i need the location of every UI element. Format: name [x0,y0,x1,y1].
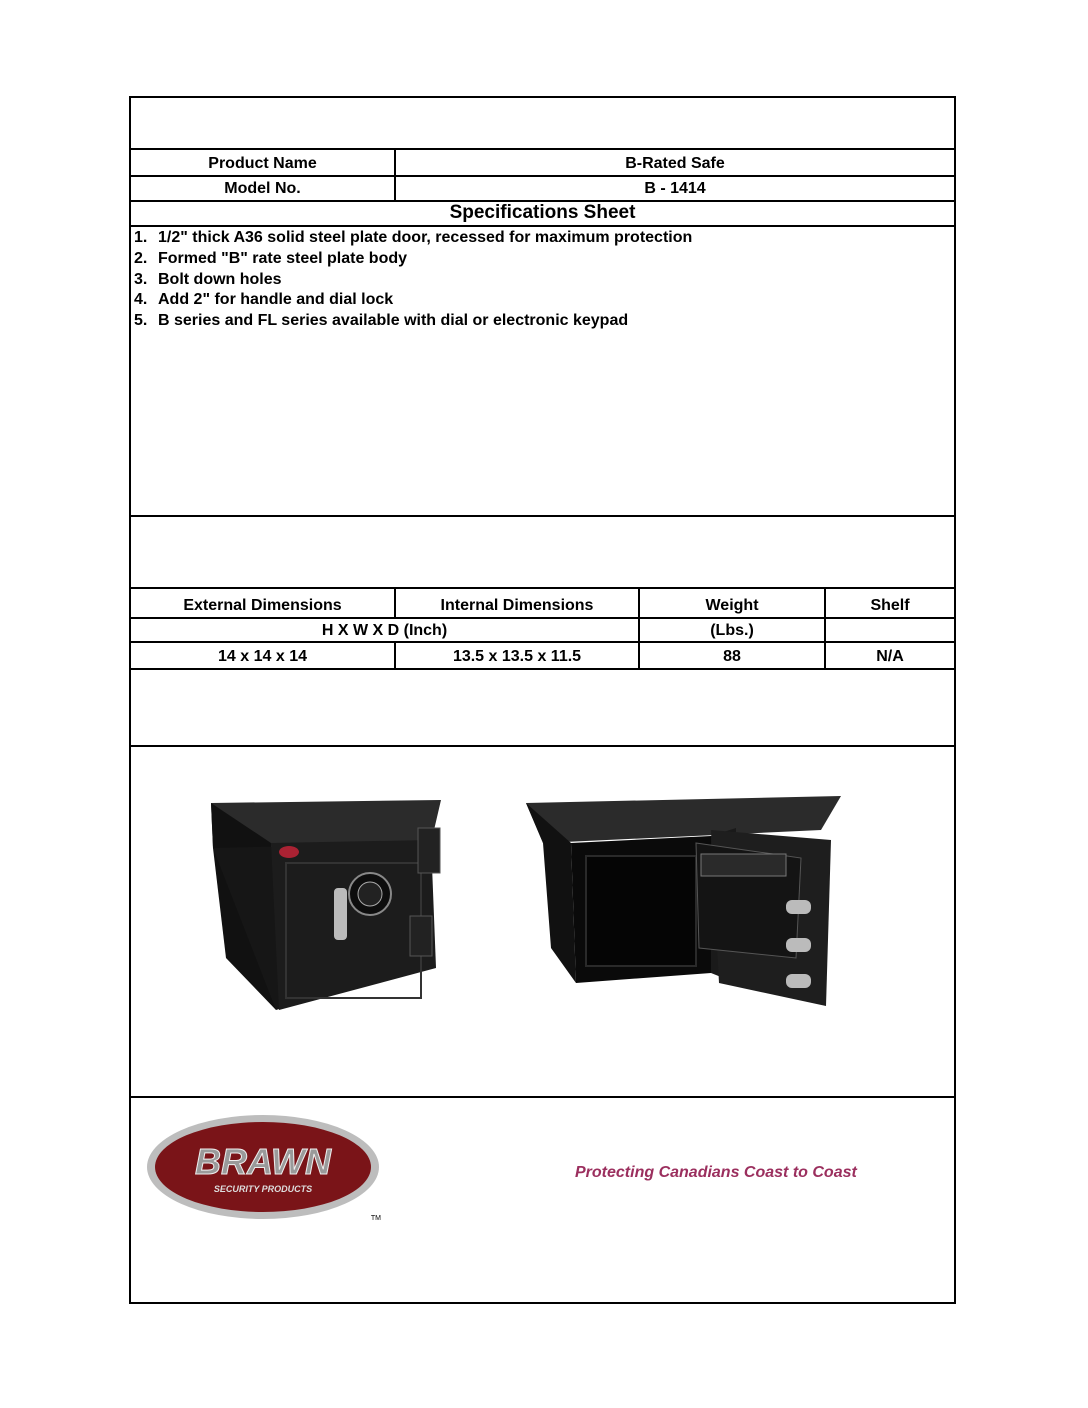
spec-list [134,228,692,332]
list-number: 5. [134,312,148,330]
list-text: 1/2" thick A36 solid steel plate door, recessed for maximum protection [158,229,693,246]
header-internal-dimensions: Internal Dimensions [440,597,594,614]
external-dimensions-value: 14 x 14 x 14 [218,648,307,665]
divider [131,745,954,747]
list-number: 2. [134,249,148,267]
divider [131,617,954,619]
divider [131,668,954,670]
shelf-value: N/A [876,648,904,665]
list-item [134,228,692,249]
list-text: B series and FL series available with dial or electronic keypad [158,312,629,330]
list-item [134,290,692,311]
model-value: B - 1414 [644,180,706,197]
units-weight: (Lbs.) [710,622,754,639]
weight-value: 88 [723,648,741,665]
divider [131,175,954,177]
list-item [134,270,692,291]
internal-dimensions-value: 13.5 x 13.5 x 11.5 [452,648,582,665]
tagline: Protecting Canadians Coast to Coast [575,1164,857,1181]
header-shelf: Shelf [870,597,910,614]
divider [131,148,954,150]
list-number: 3. [134,270,148,288]
product-name-label: Product Name [208,155,317,172]
closed-safe-image [211,800,441,1010]
list-text: Add 2" for handle and dial lock [158,291,394,309]
list-text: Formed "B" rate steel plate body [158,249,408,267]
model-label: Model No. [224,180,301,197]
trademark-mark: TM [370,1215,381,1222]
spec-title: Specifications Sheet [449,202,636,223]
divider [131,515,954,517]
list-item [134,249,692,270]
header-external-dimensions: External Dimensions [183,597,342,614]
list-text: Bolt down holes [158,270,282,288]
brawn-logo [145,1110,385,1222]
divider [131,587,954,589]
spec-sheet [129,96,956,1304]
list-number: 4. [134,291,148,309]
divider [131,225,954,227]
open-safe-image [526,796,841,1006]
product-name-value: B-Rated Safe [625,155,725,172]
logo-text: BRAWN [195,1141,331,1182]
list-number: 1. [134,229,148,246]
list-item [134,311,692,332]
units-hwd: H X W X D (Inch) [321,622,448,639]
product-photos [131,748,954,1098]
header-weight: Weight [705,597,759,614]
logo-subtext: SECURITY PRODUCTS [213,1184,313,1194]
